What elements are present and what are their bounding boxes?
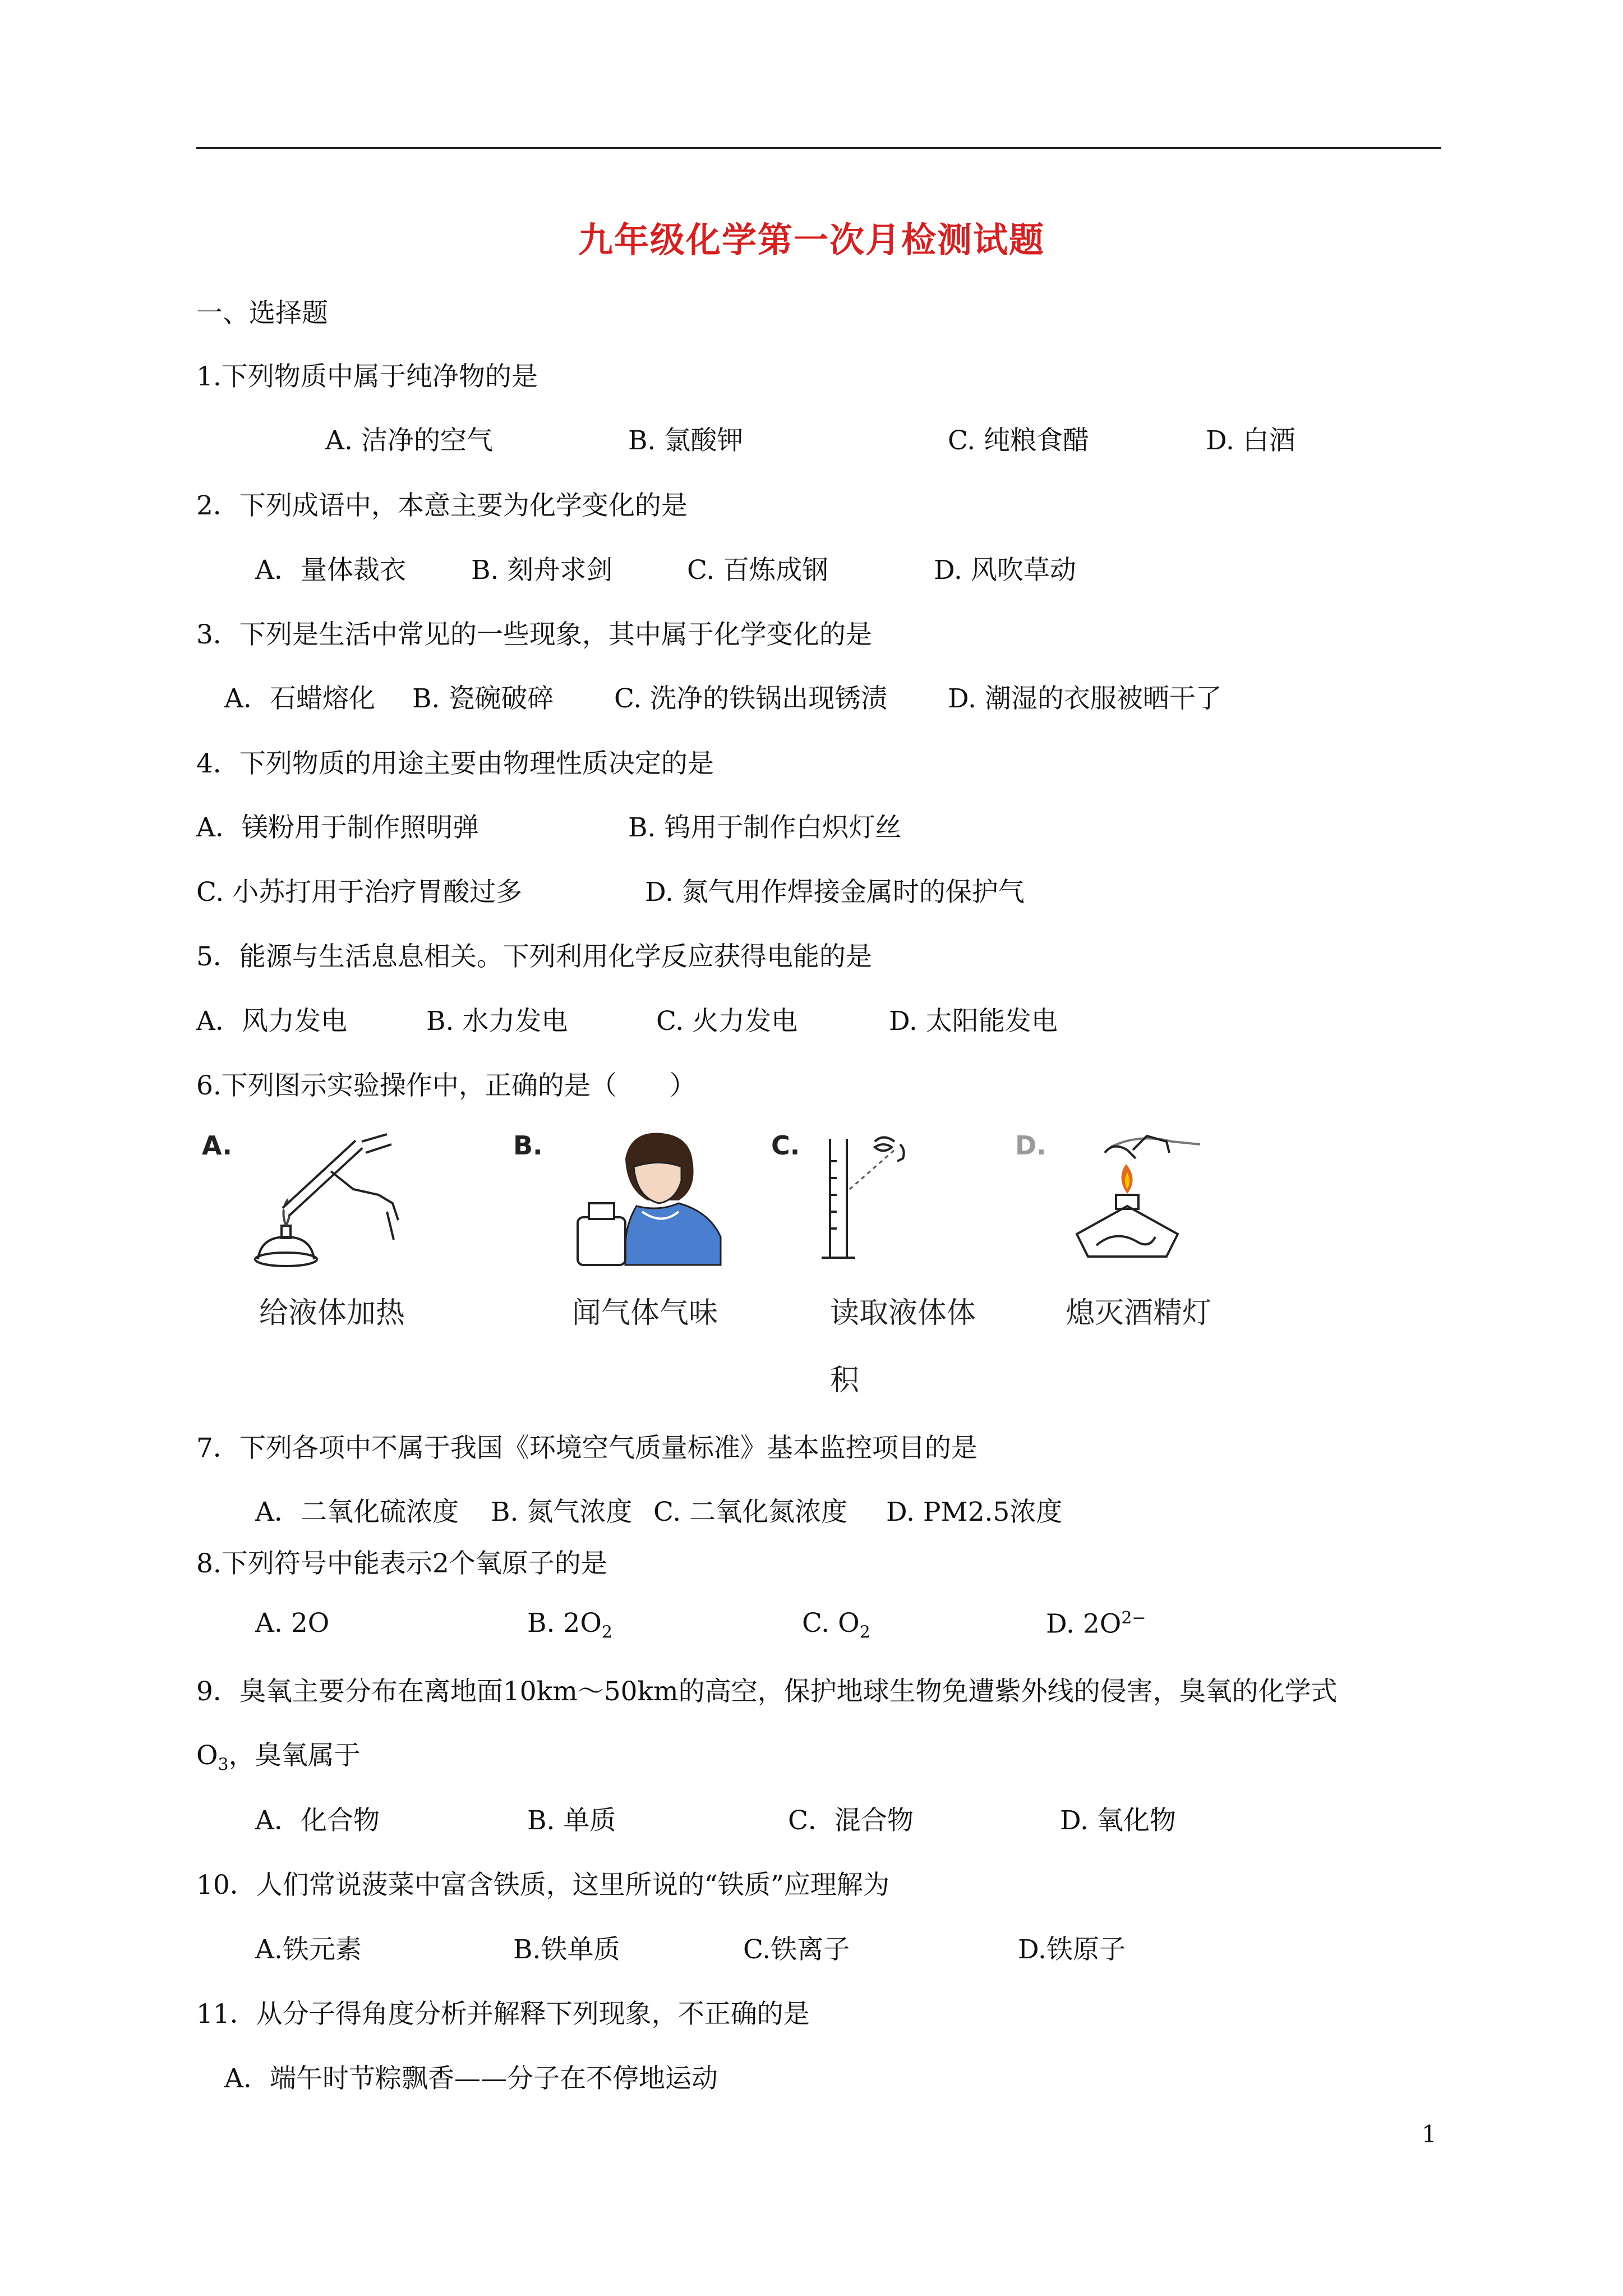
section-heading: 一、选择题 bbox=[196, 298, 328, 329]
figure-c-caption: 读取液体体 bbox=[830, 1296, 976, 1330]
question-8-option-a: A. 2O bbox=[255, 1608, 330, 1639]
question-11-option-a: A．端午时节粽飘香——分子在不停地运动 bbox=[224, 2063, 718, 2094]
question-2-stem: 2．下列成语中，本意主要为化学变化的是 bbox=[196, 490, 688, 521]
question-4-option-a: A．镁粉用于制作照明弹 bbox=[196, 812, 479, 843]
question-1-option-d: D. 白酒 bbox=[1206, 425, 1295, 456]
question-1-option-c: C. 纯粮食醋 bbox=[948, 425, 1090, 456]
smelling-gas-figure bbox=[564, 1128, 743, 1268]
question-8-option-c: C. $O_2$ bbox=[802, 1608, 870, 1642]
question-5-stem: 5．能源与生活息息相关。下列利用化学反应获得电能的是 bbox=[196, 941, 872, 972]
question-2-option-c: C. 百炼成钢 bbox=[687, 555, 829, 586]
question-7-option-d: D. PM2.5浓度 bbox=[886, 1497, 1063, 1527]
question-1-option-b: B. 氯酸钾 bbox=[628, 425, 744, 456]
question-3-option-c: C. 洗净的铁锅出现锈渍 bbox=[614, 683, 888, 714]
question-10-option-a: A.铁元素 bbox=[255, 1934, 362, 1965]
question-8-option-d: D. $2O^{2-}$ bbox=[1046, 1608, 1146, 1640]
question-4-stem: 4．下列物质的用途主要由物理性质决定的是 bbox=[196, 748, 714, 779]
question-7-stem: 7．下列各项中不属于我国《环境空气质量标准》基本监控项目的是 bbox=[196, 1433, 978, 1464]
question-4-option-d: D. 氮气用作焊接金属时的保护气 bbox=[645, 877, 1025, 908]
question-9-option-b: B. 单质 bbox=[527, 1805, 616, 1836]
extinguish-lamp-figure bbox=[1060, 1128, 1239, 1268]
question-3-stem: 3．下列是生活中常见的一些现象，其中属于化学变化的是 bbox=[196, 619, 872, 650]
question-2-option-a: A．量体裁衣 bbox=[255, 555, 406, 586]
question-7-option-c: C. 二氧化氮浓度 bbox=[653, 1497, 848, 1527]
figure-d-letter: D. bbox=[1015, 1130, 1046, 1161]
question-11-stem: 11．从分子得角度分析并解释下列现象，不正确的是 bbox=[196, 1999, 810, 2030]
question-3-option-d: D. 潮湿的衣服被晒干了 bbox=[948, 683, 1222, 714]
question-1-option-a: A. 洁净的空气 bbox=[325, 425, 493, 456]
question-2-option-b: B. 刻舟求剑 bbox=[471, 555, 613, 586]
question-5-option-d: D. 太阳能发电 bbox=[889, 1006, 1058, 1037]
figure-b-caption: 闻气体气味 bbox=[572, 1296, 718, 1330]
question-10-option-c: C.铁离子 bbox=[743, 1934, 850, 1965]
question-6-stem: 6.下列图示实验操作中，正确的是（ ） bbox=[196, 1070, 696, 1101]
header-rule bbox=[196, 147, 1441, 149]
question-10-stem: 10．人们常说菠菜中富含铁质，这里所说的“铁质”应理解为 bbox=[196, 1870, 889, 1901]
question-7-option-a: A．二氧化硫浓度 bbox=[255, 1497, 459, 1527]
question-3-option-b: B. 瓷碗破碎 bbox=[412, 683, 554, 714]
question-8-option-b: B. $2O_2$ bbox=[527, 1608, 612, 1642]
page-title: 九年级化学第一次月检测试题 bbox=[578, 219, 1045, 260]
heating-liquid-figure bbox=[247, 1128, 426, 1268]
question-8-stem: 8.下列符号中能表示2个氧原子的是 bbox=[196, 1548, 607, 1579]
question-9-stem-cont: $O_3$，臭氧属于 bbox=[196, 1740, 361, 1775]
question-10-option-d: D.铁原子 bbox=[1018, 1934, 1126, 1965]
reading-volume-figure bbox=[813, 1128, 993, 1268]
question-10-option-b: B.铁单质 bbox=[513, 1934, 620, 1965]
question-2-option-d: D. 风吹草动 bbox=[934, 555, 1076, 586]
figure-b-letter: B. bbox=[513, 1130, 543, 1161]
question-9-option-c: C．混合物 bbox=[788, 1805, 914, 1836]
page-number: 1 bbox=[1422, 2120, 1437, 2148]
figure-c-caption-cont: 积 bbox=[830, 1364, 860, 1397]
question-5-option-b: B. 水力发电 bbox=[426, 1006, 568, 1037]
question-4-option-b: B. 钨用于制作白炽灯丝 bbox=[628, 812, 902, 843]
question-5-option-c: C. 火力发电 bbox=[656, 1006, 798, 1037]
figure-d-caption: 熄灭酒精灯 bbox=[1066, 1296, 1212, 1330]
question-9-option-d: D. 氧化物 bbox=[1060, 1805, 1176, 1836]
question-5-option-a: A．风力发电 bbox=[196, 1006, 347, 1037]
question-3-option-a: A．石蜡熔化 bbox=[224, 683, 375, 714]
question-9-stem: 9．臭氧主要分布在离地面10km～50km的高空，保护地球生物免遭紫外线的侵害，臭氧的化学式 bbox=[196, 1676, 1338, 1707]
figure-a-caption: 给液体加热 bbox=[259, 1296, 405, 1330]
figure-c-letter: C. bbox=[771, 1130, 800, 1161]
figure-a-letter: A. bbox=[202, 1130, 232, 1161]
question-7-option-b: B. 氮气浓度 bbox=[491, 1497, 633, 1527]
question-1-stem: 1.下列物质中属于纯净物的是 bbox=[196, 361, 538, 392]
question-4-option-c: C. 小苏打用于治疗胃酸过多 bbox=[196, 877, 523, 908]
question-9-option-a: A．化合物 bbox=[255, 1805, 380, 1836]
